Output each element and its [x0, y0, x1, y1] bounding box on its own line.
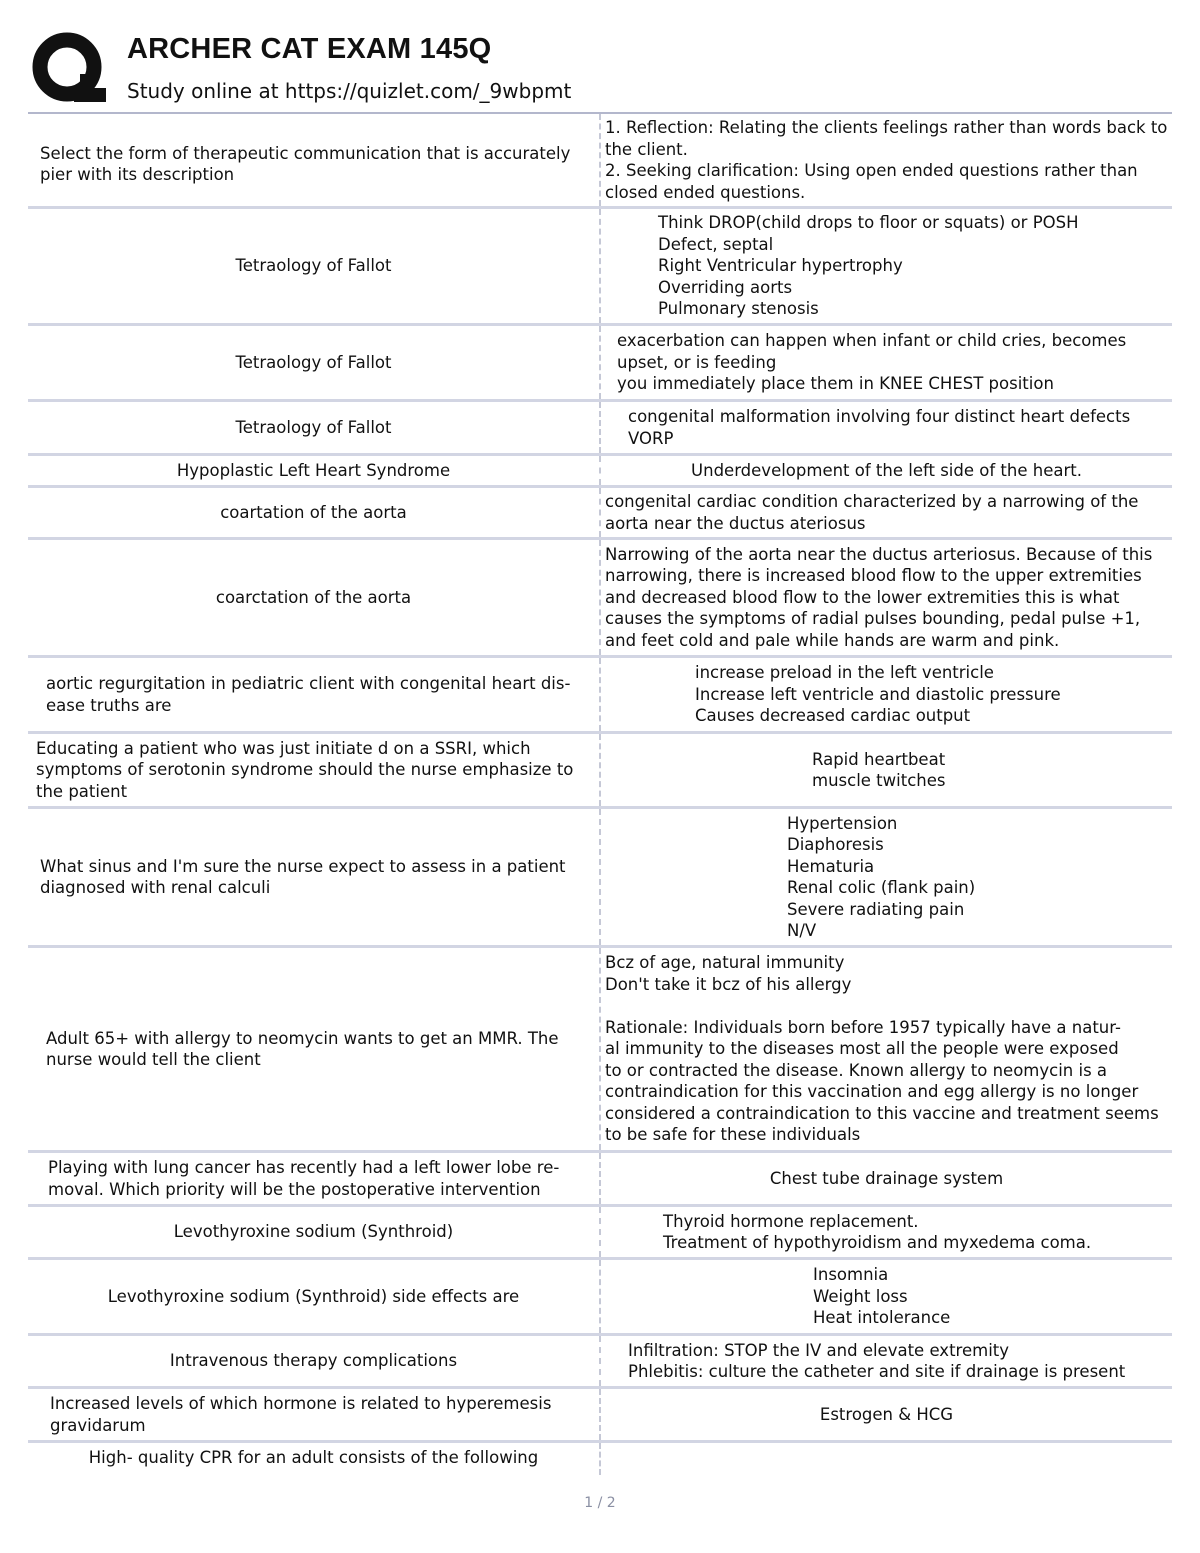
- table-row: [28, 1207, 1172, 1260]
- term-cell: High- quality CPR for an adult consists of the following: [28, 1443, 601, 1475]
- term-cell: Tetraology of Fallot: [28, 402, 601, 453]
- term-cell: Levothyroxine sodium (Synthroid) side effects are: [28, 1260, 601, 1333]
- page-title: ARCHER CAT EXAM 145Q: [127, 33, 492, 65]
- definition-cell: increase preload in the left ventricle Increase left ventricle and diastolic pressure Causes decreased cardiac output: [695, 663, 1061, 726]
- definition-cell: Hypertension Diaphoresis Hematuria Renal colic (flank pain) Severe radiating pain N/V: [787, 813, 976, 940]
- definition-cell: Rapid heartbeat muscle twitches: [812, 749, 946, 790]
- table-row: [28, 1260, 1172, 1336]
- table-row: [28, 209, 1172, 326]
- term-cell: Levothyroxine sodium (Synthroid): [28, 1207, 601, 1257]
- flashcard-table: [28, 114, 1172, 1475]
- term-cell: Playing with lung cancer has recently had a left lower lobe re- moval. Which priority will be the postoperative intervention: [28, 1153, 601, 1204]
- definition-cell: 1. Reflection: Relating the clients feelings rather than words back to the client. 2. Seeking clarification: Using open ended questions rather than closed ended questions.: [605, 118, 1168, 202]
- definition-cell: congenital cardiac condition characterized by a narrowing of the aorta near the ductus ateriosus: [605, 492, 1139, 533]
- term-cell: Tetraology of Fallot: [28, 326, 601, 399]
- definition-cell: [601, 1443, 1172, 1475]
- term-cell: Adult 65+ with allergy to neomycin wants to get an MMR. The nurse would tell the client: [28, 948, 601, 1150]
- term-cell: Tetraology of Fallot: [28, 209, 601, 323]
- quizlet-logo-icon: [30, 30, 108, 108]
- term-cell: aortic regurgitation in pediatric client with congenital heart dis- ease truths are: [28, 658, 601, 731]
- table-row: [28, 948, 1172, 1153]
- table-row: [28, 540, 1172, 658]
- page-number: 1 / 2: [584, 1495, 616, 1511]
- table-row: [28, 114, 1172, 209]
- definition-cell: Underdevelopment of the left side of the heart.: [691, 460, 1082, 480]
- definition-cell: Bcz of age, natural immunity Don't take it bcz of his allergy Rationale: Individuals born before 1957 typically have a natur- al immunity to the diseases most all the people were exposed to or contracted the disease. Known allergy to neomycin is a contraindication for this vaccination and egg allergy is no longer considered a contraindication to this vaccine and treatment seems to be safe for these individuals: [605, 953, 1159, 1145]
- definition-cell: Thyroid hormone replacement. Treatment of hypothyroidism and myxedema coma.: [663, 1211, 1092, 1252]
- term-cell: Hypoplastic Left Heart Syndrome: [28, 456, 601, 485]
- term-cell: Intravenous therapy complications: [28, 1336, 601, 1386]
- table-row: [28, 1336, 1172, 1389]
- table-row: [28, 734, 1172, 809]
- definition-cell: Estrogen & HCG: [819, 1404, 954, 1424]
- definition-cell: Narrowing of the aorta near the ductus arteriosus. Because of this narrowing, there is increased blood flow to the upper extremities and decreased blood flow to the lower extremities this is what causes the symptoms of radial pulses bounding, pedal pulse +1, and feet cold and pale while hands are warm and pink.: [605, 544, 1153, 650]
- term-cell: coarctation of the aorta: [28, 540, 601, 655]
- page-subtitle: Study online at https://quizlet.com/_9wbpmt: [127, 79, 572, 103]
- definition-cell: Insomnia Weight loss Heat intolerance: [813, 1265, 951, 1328]
- definition-cell: Infiltration: STOP the IV and elevate extremity Phlebitis: culture the catheter and site if drainage is present: [628, 1340, 1126, 1381]
- definition-cell: congenital malformation involving four distinct heart defects VORP: [628, 407, 1131, 448]
- definition-cell: exacerbation can happen when infant or child cries, becomes upset, or is feeding you immediately place them in KNEE CHEST position: [617, 331, 1127, 394]
- table-row: [28, 809, 1172, 948]
- definition-cell: Chest tube drainage system: [769, 1168, 1004, 1188]
- table-row: [28, 488, 1172, 540]
- table-row: [28, 1443, 1172, 1475]
- table-row: [28, 1153, 1172, 1207]
- table-row: [28, 1389, 1172, 1443]
- term-cell: Select the form of therapeutic communication that is accurately pier with its description: [28, 114, 601, 206]
- table-row: [28, 456, 1172, 488]
- definition-cell: Think DROP(child drops to floor or squats) or POSH Defect, septal Right Ventricular hypertrophy Overriding aorts Pulmonary stenosis: [658, 213, 1079, 319]
- term-cell: What sinus and I'm sure the nurse expect to assess in a patient diagnosed with renal calculi: [28, 809, 601, 945]
- term-cell: coartation of the aorta: [28, 488, 601, 537]
- table-row: [28, 402, 1172, 456]
- term-cell: Increased levels of which hormone is related to hyperemesis gravidarum: [28, 1389, 601, 1440]
- term-cell: Educating a patient who was just initiate d on a SSRI, which symptoms of serotonin syndrome should the nurse emphasize to the patient: [28, 734, 601, 806]
- table-row: [28, 658, 1172, 734]
- table-row: [28, 326, 1172, 402]
